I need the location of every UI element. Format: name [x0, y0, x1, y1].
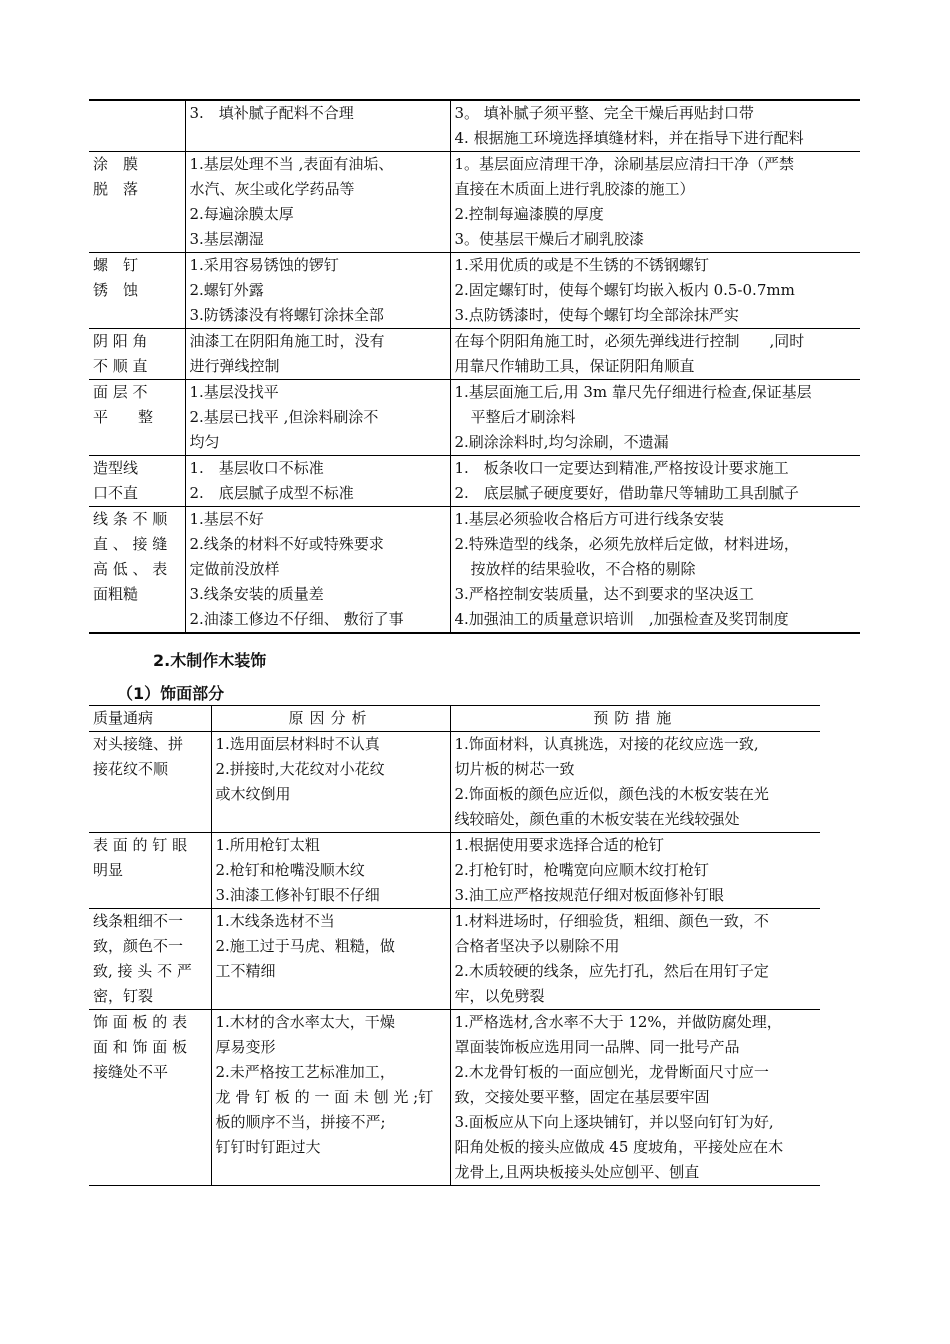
- cell-line: 2.固定螺钉时，使每个螺钉均嵌入板内 0.5-0.7mm: [454, 281, 795, 299]
- cell-line: 面粗糙: [93, 585, 139, 603]
- cell-line: 3.油工应严格按规范仔细对板面修补钉眼: [454, 886, 724, 904]
- cell-line: 1. 板条收口一定要达到精准,严格按设计要求施工: [454, 459, 789, 477]
- cell-measures: [450, 1010, 820, 1186]
- cell-line: 2.饰面板的颜色应近似，颜色浅的木板安装在光: [454, 785, 769, 803]
- cell-line: 1.基层不好: [189, 510, 264, 528]
- cell-line: 1.基层没找平: [189, 383, 279, 401]
- cell-line: 切片板的树芯一致: [454, 760, 575, 778]
- cell-line: 不 顺 直: [93, 357, 148, 375]
- cell-line: 2.木质较硬的线条，应先打孔，然后在用钉子定: [454, 962, 769, 980]
- cell-line: 造型线: [93, 459, 139, 477]
- cell-measures: [450, 507, 860, 634]
- cell-measures: [450, 253, 860, 329]
- table-row: [89, 456, 860, 507]
- cell-line: 线较暗处，颜色重的木板安装在光线较强处: [454, 810, 740, 828]
- cell-line: 3。 填补腻子须平整、完全干燥后再贴封口带: [454, 104, 754, 122]
- cell-line: 2.刷涂涂料时,均匀涂刷，不遗漏: [454, 433, 669, 451]
- cell-line: 3. 填补腻子配料不合理: [189, 104, 354, 122]
- cell-line: 在每个阴阳角施工时，必须先弹线进行控制 ,同时: [454, 332, 805, 350]
- cell-measures: [450, 732, 820, 833]
- cell-line: 1.选用面层材料时不认真: [215, 735, 380, 753]
- cell-line: 接花纹不顺: [93, 760, 169, 778]
- cell-problem: [89, 380, 185, 456]
- cell-causes: [211, 732, 450, 833]
- cell-line: 龙 骨 钉 板 的 一 面 未 刨 光 ;钉: [215, 1088, 434, 1106]
- cell-line: 1.材料进场时，仔细验货，粗细、颜色一致，不: [454, 912, 769, 930]
- cell-line: 4. 根据施工环境选择填缝材料，并在指导下进行配料: [454, 129, 804, 147]
- cell-line: 1.基层处理不当 ,表面有油垢、: [189, 155, 394, 173]
- header-causes: 原因分析: [211, 706, 450, 732]
- cell-line: 2.特殊造型的线条，必须先放样后定做，材料进场，: [454, 535, 799, 553]
- cell-problem: [89, 100, 185, 152]
- cell-measures: [450, 152, 860, 253]
- cell-line: 用靠尺作辅助工具，保证阴阳角顺直: [454, 357, 695, 375]
- table-row: [89, 507, 860, 634]
- cell-line: 明显: [93, 861, 124, 879]
- header-measures: 预防措施: [450, 706, 820, 732]
- cell-line: 致，颜色不一: [93, 937, 184, 955]
- cell-causes: [211, 833, 450, 909]
- cell-line: 3.面板应从下向上逐块铺钉，并以竖向钉钉为好,: [454, 1113, 774, 1131]
- cell-causes: [185, 100, 450, 152]
- cell-causes: [211, 1010, 450, 1186]
- cell-line: 水汽、灰尘或化学药品等: [189, 180, 355, 198]
- cell-line: 板的顺序不当，拼接不严;: [215, 1113, 386, 1131]
- cell-line: 高 低 、 表: [93, 560, 168, 578]
- cell-line: 1.严格选材,含水率不大于 12%，并做防腐处理，: [454, 1013, 782, 1031]
- cell-line: 阳角处板的接头应做成 45 度坡角，平接处应在木: [454, 1138, 784, 1156]
- cell-line: 2.螺钉外露: [189, 281, 264, 299]
- cell-line: 锈 蚀: [93, 281, 139, 299]
- cell-line: 致，交接处要平整，固定在基层要牢固: [454, 1088, 710, 1106]
- cell-line: 密，钉裂: [93, 987, 154, 1005]
- header-problem: 质量通病: [89, 706, 211, 732]
- cell-line: 1.木线条选材不当: [215, 912, 335, 930]
- cell-line: 进行弹线控制: [189, 357, 280, 375]
- cell-line: 线条粗细不一: [93, 912, 184, 930]
- cell-line: 2. 底层腻子成型不标准: [189, 484, 354, 502]
- cell-causes: [185, 507, 450, 634]
- cell-line: 1。基层面应清理干净，涂刷基层应清扫干净（严禁: [454, 155, 795, 173]
- cell-line: 3.防锈漆没有将螺钉涂抹全部: [189, 306, 384, 324]
- cell-line: 直 、 接 缝: [93, 535, 168, 553]
- cell-problem: [89, 456, 185, 507]
- wood-veneer-defects-table-body: [89, 706, 820, 1186]
- cell-line: 罩面装饰板应选用同一品牌、同一批号产品: [454, 1038, 740, 1056]
- cell-line: 厚易变形: [215, 1038, 276, 1056]
- cell-line: 定做前没放样: [189, 560, 280, 578]
- table-row: [89, 833, 820, 909]
- cell-line: 3.严格控制安装质量，达不到要求的坚决返工: [454, 585, 754, 603]
- subsection-title: （1）饰面部分: [117, 684, 225, 703]
- cell-line: 接缝处不平: [93, 1063, 169, 1081]
- table-header-row: [89, 706, 820, 732]
- cell-problem: [89, 507, 185, 634]
- cell-line: 面 和 饰 面 板: [93, 1038, 188, 1056]
- cell-measures: [450, 329, 860, 380]
- cell-measures: [450, 380, 860, 456]
- cell-line: 2. 底层腻子硬度要好，借助靠尺等辅助工具刮腻子: [454, 484, 799, 502]
- paint-defects-table: [89, 99, 860, 634]
- cell-line: 3.点防锈漆时，使每个螺钉均全部涂抹严实: [454, 306, 739, 324]
- table-row: [89, 732, 820, 833]
- cell-line: 1.饰面材料，认真挑选，对接的花纹应选一致,: [454, 735, 759, 753]
- cell-measures: [450, 909, 820, 1010]
- cell-measures: [450, 100, 860, 152]
- cell-line: 1.木材的含水率太大，干燥: [215, 1013, 395, 1031]
- cell-line: 脱 落: [93, 180, 139, 198]
- cell-line: 2.枪钉和枪嘴没顺木纹: [215, 861, 365, 879]
- cell-line: 对头接缝、拼: [93, 735, 184, 753]
- cell-line: 3。使基层干燥后才刷乳胶漆: [454, 230, 645, 248]
- cell-problem: [89, 329, 185, 380]
- cell-line: 按放样的结果验收，不合格的剔除: [470, 560, 696, 578]
- cell-measures: [450, 833, 820, 909]
- cell-problem: [89, 909, 211, 1010]
- cell-line: 2.每遍涂膜太厚: [189, 205, 294, 223]
- table-row: [89, 100, 860, 152]
- cell-line: 致, 接 头 不 严: [93, 962, 192, 980]
- cell-causes: [185, 253, 450, 329]
- cell-problem: [89, 732, 211, 833]
- cell-line: 平整后才刷涂料: [470, 408, 576, 426]
- cell-problem: [89, 833, 211, 909]
- table-row: [89, 1010, 820, 1186]
- cell-line: 1.基层面施工后,用 3m 靠尺先仔细进行检查,保证基层: [454, 383, 812, 401]
- cell-problem: [89, 152, 185, 253]
- cell-line: 3.基层潮湿: [189, 230, 264, 248]
- table-row: [89, 909, 820, 1010]
- cell-line: 1.所用枪钉太粗: [215, 836, 320, 854]
- cell-causes: [185, 152, 450, 253]
- cell-line: 1.根据使用要求选择合适的枪钉: [454, 836, 664, 854]
- table-row: [89, 380, 860, 456]
- cell-line: 2.基层已找平 ,但涂料刷涂不: [189, 408, 379, 426]
- cell-line: 3.油漆工修补钉眼不仔细: [215, 886, 380, 904]
- cell-line: 2.施工过于马虎、粗糙，做: [215, 937, 395, 955]
- cell-line: 线 条 不 顺: [93, 510, 168, 528]
- cell-line: 2.木龙骨钉板的一面应刨光，龙骨断面尺寸应一: [454, 1063, 769, 1081]
- cell-line: 钉钉时钉距过大: [215, 1138, 321, 1156]
- table-row: [89, 152, 860, 253]
- cell-line: 饰 面 板 的 表: [93, 1013, 188, 1031]
- cell-problem: [89, 1010, 211, 1186]
- cell-line: 平 整: [93, 408, 154, 426]
- cell-problem: [89, 253, 185, 329]
- cell-line: 直接在木质面上进行乳胶漆的施工）: [454, 180, 695, 198]
- cell-line: 2.油漆工修边不仔细、 敷衍了事: [189, 610, 404, 628]
- cell-line: 表 面 的 钉 眼: [93, 836, 188, 854]
- cell-line: 1.采用容易锈蚀的锣钉: [189, 256, 339, 274]
- cell-line: 涂 膜: [93, 155, 139, 173]
- cell-line: 工不精细: [215, 962, 276, 980]
- cell-causes: [185, 380, 450, 456]
- cell-line: 螺 钉: [93, 256, 139, 274]
- cell-line: 口不直: [93, 484, 139, 502]
- cell-line: 合格者坚决予以剔除不用: [454, 937, 620, 955]
- cell-line: 油漆工在阴阳角施工时，没有: [189, 332, 385, 350]
- cell-measures: [450, 456, 860, 507]
- cell-line: 3.线条安装的质量差: [189, 585, 324, 603]
- wood-veneer-defects-table: [89, 705, 820, 1186]
- cell-line: 2.未严格按工艺标准加工，: [215, 1063, 395, 1081]
- cell-line: 2.控制每遍漆膜的厚度: [454, 205, 604, 223]
- cell-line: 阴 阳 角: [93, 332, 148, 350]
- paint-defects-table-body: [89, 100, 860, 633]
- cell-line: 1. 基层收口不标准: [189, 459, 324, 477]
- cell-line: 或木纹倒用: [215, 785, 291, 803]
- cell-line: 2.线条的材料不好或特殊要求: [189, 535, 384, 553]
- cell-causes: [211, 909, 450, 1010]
- cell-line: 2.打枪钉时，枪嘴宽向应顺木纹打枪钉: [454, 861, 709, 879]
- section-title: 2.木制作木装饰: [153, 651, 267, 670]
- table-row: [89, 253, 860, 329]
- cell-line: 1.基层必须验收合格后方可进行线条安装: [454, 510, 724, 528]
- cell-line: 牢，以免劈裂: [454, 987, 545, 1005]
- cell-line: 1.采用优质的或是不生锈的不锈钢螺钉: [454, 256, 709, 274]
- cell-line: 2.拼接时,大花纹对小花纹: [215, 760, 385, 778]
- cell-line: 面 层 不: [93, 383, 148, 401]
- cell-causes: [185, 329, 450, 380]
- cell-line: 龙骨上,且两块板接头处应刨平、刨直: [454, 1163, 700, 1181]
- table-row: [89, 329, 860, 380]
- cell-causes: [185, 456, 450, 507]
- cell-line: 4.加强油工的质量意识培训 ,加强检查及奖罚制度: [454, 610, 789, 628]
- cell-line: 均匀: [189, 433, 220, 451]
